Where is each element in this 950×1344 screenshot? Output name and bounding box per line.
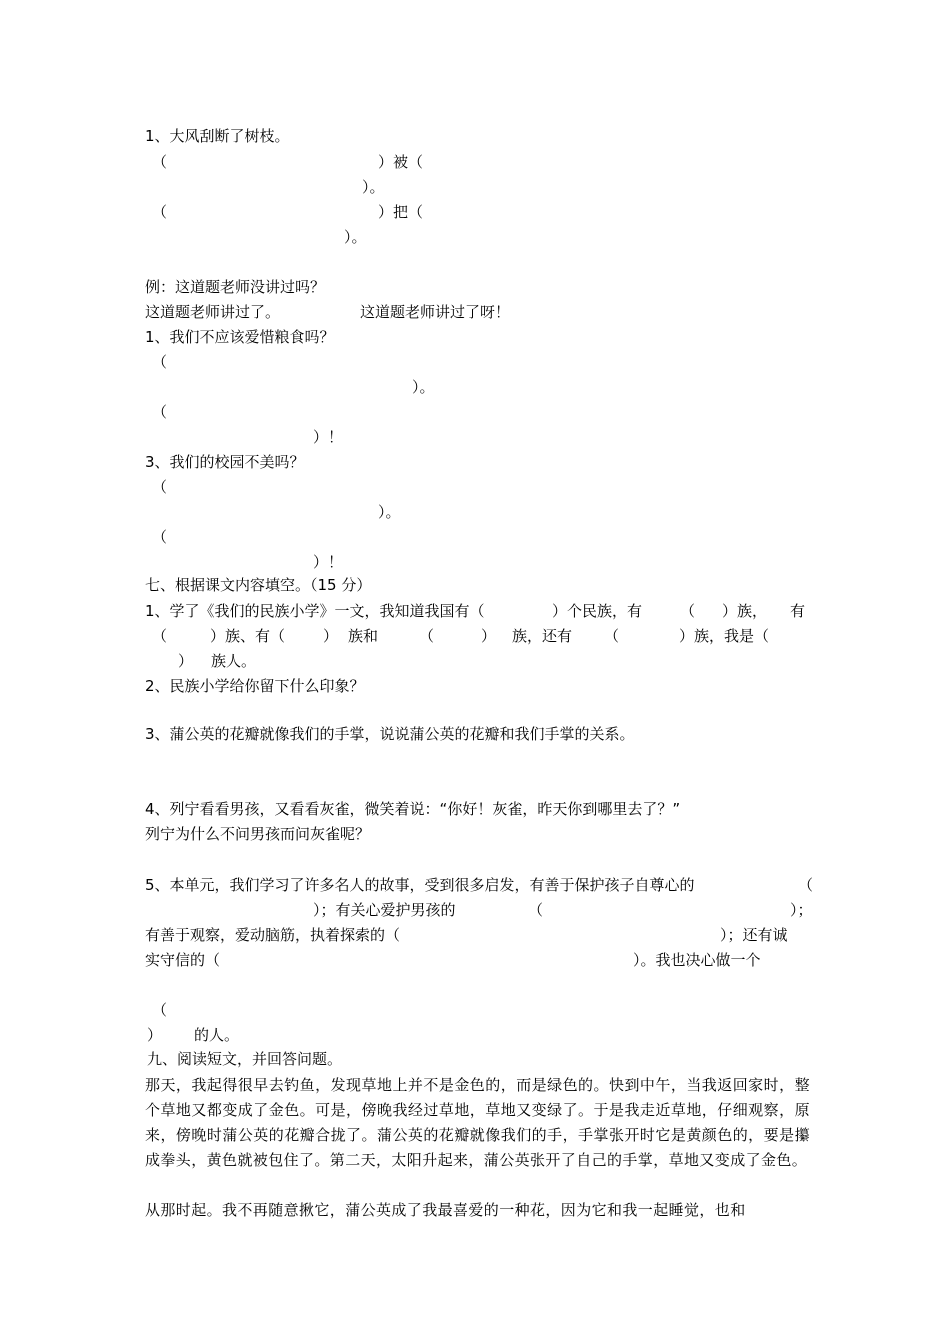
blank-open-paren: （ — [152, 528, 168, 546]
blank-close-paren: ）。 — [344, 228, 367, 246]
fill-blank-text: ）族， — [722, 602, 768, 620]
reading-passage-paragraph-2: 从那时起。我不再随意揪它，蒲公英成了我最喜爱的一种花，因为它和我一起睡觉，也和 — [145, 1201, 746, 1219]
fill-blank-text: ）。我也决心做一个 — [633, 951, 761, 969]
blank-open-paren: （ — [152, 353, 168, 371]
reading-passage-paragraph-1: 那天，我起得很早去钓鱼，发现草地上并不是金色的，而是绿色的。快到中午，当我返回家时，整个草地又都变成了金色。可是，傍晚我经过草地，草地又变绿了。于是我走近草地，仔细观察，原来，傍晚时蒲公英的花瓣合拢了。蒲公英的花瓣就像我们的手，手掌张开时它是黄颜色的，要是攥成拳头，黄色就被包住了。第二天，太阳升起来，蒲公英张开了自己的手掌，草地又变成了金色。 — [145, 1076, 810, 1169]
rewrite-question-1: 1、我们不应该爱惜粮食吗？ — [145, 328, 335, 346]
blank-open-paren: （ — [152, 478, 168, 496]
blank-open-paren: （ — [152, 627, 168, 645]
question-5-line1: 5、本单元，我们学习了许多名人的故事，受到很多启发，有善于保护孩子自尊心的 — [145, 876, 695, 894]
blank-close-paren: ） — [323, 627, 339, 645]
fill-blank-text: ）； — [790, 901, 813, 919]
fill-blank-text: ）；有关心爱护男孩的 — [313, 901, 456, 919]
question-3-prompt: 3、蒲公英的花瓣就像我们的手掌，说说蒲公英的花瓣和我们手掌的关系。 — [145, 725, 635, 743]
section-9-heading: 九、阅读短文，并回答问题。 — [147, 1050, 343, 1068]
fill-blank-text: ）；还有诚 — [720, 926, 788, 944]
blank-open-paren: （ — [152, 203, 168, 221]
question-4-prompt: 列宁为什么不问男孩而问灰雀呢？ — [145, 825, 371, 843]
blank-open-paren: （ — [152, 1001, 168, 1019]
fill-blank-text: 族和 — [348, 627, 379, 645]
blank-open-paren: （ — [152, 153, 168, 171]
ba-sentence-blank: ）把（ — [378, 203, 424, 221]
blank-open-paren: （ — [798, 876, 814, 894]
fill-blank-1-line1: 1、学了《我们的民族小学》一文，我知道我国有（ — [145, 602, 485, 620]
passive-sentence-blank: ）被（ — [378, 153, 424, 171]
blank-close-paren: ） — [178, 652, 194, 670]
fill-blank-text: ）族，我是（ — [679, 627, 770, 645]
blank-open-paren: （ — [528, 901, 544, 919]
blank-open-paren: （ — [680, 602, 696, 620]
blank-open-paren: （ — [419, 627, 435, 645]
blank-open-paren: （ — [152, 403, 168, 421]
blank-close-paren: ）！ — [313, 553, 344, 571]
fill-blank-text: ）个民族，有 — [552, 602, 643, 620]
fill-blank-text: 族人。 — [211, 652, 257, 670]
blank-close-paren: ）。 — [378, 503, 401, 521]
blank-close-paren: ） — [481, 627, 497, 645]
blank-close-paren: ）！ — [313, 428, 344, 446]
blank-close-paren: ）。 — [362, 178, 385, 196]
blank-close-paren: ）。 — [412, 378, 435, 396]
question-4-quote: 4、列宁看看男孩，又看看灰雀，微笑着说：“你好！灰雀，昨天你到哪里去了？” — [145, 800, 681, 818]
blank-close-paren: ） — [147, 1026, 163, 1044]
example-question: 例：这道题老师没讲过吗？ — [145, 278, 326, 296]
question-5-line4: 实守信的（ — [145, 951, 221, 969]
example-answer-2: 这道题老师讲过了呀！ — [360, 303, 511, 321]
question-2-prompt: 2、民族小学给你留下什么印象？ — [145, 677, 365, 695]
fill-blank-text: 的人。 — [194, 1026, 240, 1044]
question-1-prompt: 1、大风刮断了树枝。 — [145, 127, 290, 145]
section-7-heading: 七、根据课文内容填空。（15 分） — [145, 576, 372, 594]
fill-blank-text: 有 — [790, 602, 806, 620]
fill-blank-text: ）族、有（ — [210, 627, 286, 645]
fill-blank-text: 族，还有 — [512, 627, 573, 645]
blank-open-paren: （ — [604, 627, 620, 645]
rewrite-question-3: 3、我们的校园不美吗？ — [145, 453, 305, 471]
example-answer-1: 这道题老师讲过了。 — [145, 303, 281, 321]
question-5-line3: 有善于观察，爱动脑筋，执着探索的（ — [145, 926, 401, 944]
